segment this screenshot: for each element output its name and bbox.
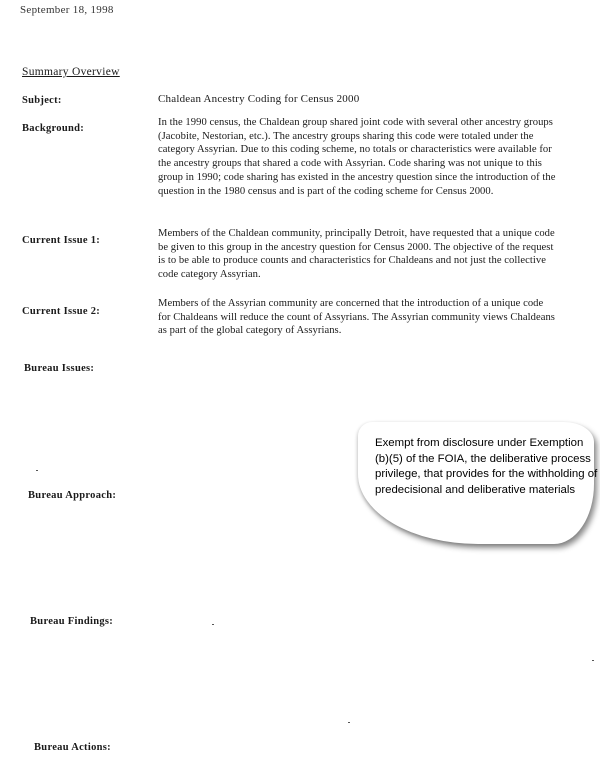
background-label: Background: — [22, 123, 85, 134]
bureau-approach-label: Bureau Approach: — [28, 490, 117, 501]
subject-text: Chaldean Ancestry Coding for Census 2000 — [158, 93, 360, 105]
current-issue-1-text: Members of the Chaldean community, principally Detroit, have requested that a unique code be given to this group in the ancestry question for Census 2000. The objective of the request is to be able to produce counts and characteristics for Chaldeans and not just the collective code category Assyrian. — [158, 228, 555, 281]
current-issue-1-label: Current Issue 1: — [22, 235, 101, 246]
summary-overview-heading: Summary Overview — [22, 66, 120, 78]
bureau-findings-label: Bureau Findings: — [30, 616, 114, 627]
exemption-note-text: Exempt from disclosure under Exemption (b)(5) of the FOIA, the deliberative process privilege, that provides for the withholding of predecisional and deliberative materials — [375, 437, 598, 496]
subject-label: Subject: — [22, 95, 62, 106]
scan-speck — [36, 470, 38, 471]
scan-speck — [592, 660, 594, 661]
document-date: September 18, 1998 — [20, 4, 114, 16]
background-text: In the 1990 census, the Chaldean group shared joint code with several other ancestry groups (Jacobite, Nestorian, etc.). The ancestry groups sharing this code were totaled under the category Assyrian. Due to this coding scheme, no totals or characteristics were available for the ancestry groups that shared a code with Assyrian. Code sharing was not unique to this group in 1990; code sharing has existed in the ancestry question since the introduction of the question in the 1980 census and is part of the coding scheme for Census 2000. — [158, 117, 556, 197]
scan-speck — [348, 722, 350, 723]
bureau-actions-label: Bureau Actions: — [34, 742, 111, 753]
bureau-issues-label: Bureau Issues: — [24, 363, 95, 374]
current-issue-2-label: Current Issue 2: — [22, 306, 101, 317]
scan-speck — [212, 624, 214, 625]
current-issue-2-text: Members of the Assyrian community are concerned that the introduction of a unique code for Chaldeans will reduce the count of Assyrians. The Assyrian community views Chaldeans as part of the global category of Assyrians. — [158, 298, 555, 337]
